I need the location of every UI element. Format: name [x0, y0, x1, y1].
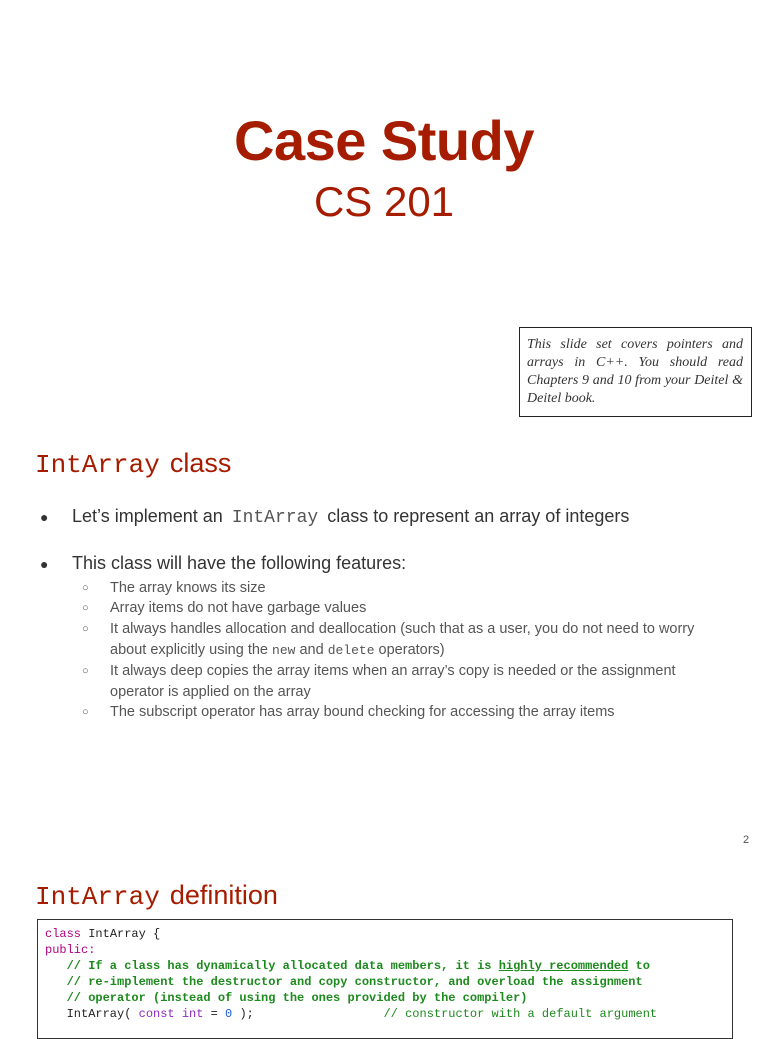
intarray-definition-heading: [35, 880, 278, 912]
heading-code: IntArray: [35, 450, 160, 480]
circle-bullet-icon: ○: [82, 623, 89, 635]
sub-bullet-size: [82, 578, 720, 599]
sub-bullet-garbage: [82, 598, 720, 619]
note-box: This slide set covers pointers and arrays in C++. You should read Chapters 9 and 10 from your Deitel & Deitel book.: [519, 327, 752, 417]
sub-bullet-text: It always deep copies the array items when an array’s copy is needed or the assignment operator is applied on the array: [110, 663, 676, 700]
heading-text: definition: [169, 880, 278, 910]
intarray-class-heading: [35, 448, 231, 480]
bullet-text: Let’s implement an: [72, 506, 223, 526]
sub-bullet-text: The subscript operator has array bound checking for accessing the array items: [110, 704, 615, 720]
heading-text: class: [169, 448, 232, 478]
sub-bullet-text: The array knows its size: [110, 580, 266, 596]
code-block: class IntArray { public: // If a class has dynamically allocated data members, it is highly recommended to // re-implement the destructor and copy constructor, and overload the assignment // operator (instead of using the ones provided by the compiler) IntArray( const int = 0 ); // constructor with a default argument: [37, 919, 733, 1039]
bullet-features: [40, 553, 406, 574]
bullet-text: class to represent an array of integers: [327, 506, 630, 526]
circle-bullet-icon: ○: [82, 582, 89, 594]
circle-bullet-icon: ○: [82, 706, 89, 718]
bullet-dot-icon: ●: [40, 509, 49, 525]
slide-subtitle: CS 201: [313, 178, 455, 225]
bullet-text: This class will have the following features:: [72, 553, 407, 573]
bullet-implement: [40, 506, 629, 528]
heading-code: IntArray: [35, 882, 160, 912]
sub-bullet-text: It always handles allocation and deallocation (such that as a user, you do not need to worry about explicitly using the new and delete operators): [110, 621, 695, 658]
page-number: 2: [743, 834, 750, 846]
sub-bullet-text: Array items do not have garbage values: [110, 600, 367, 616]
sub-bullet-deep-copy: [82, 661, 720, 703]
bullet-code: IntArray: [231, 508, 319, 528]
bullet-dot-icon: ●: [40, 556, 49, 572]
slide-title: Case Study: [234, 109, 534, 172]
circle-bullet-icon: ○: [82, 602, 89, 614]
circle-bullet-icon: ○: [82, 665, 89, 677]
sub-bullet-subscript: [82, 702, 720, 723]
sub-bullet-allocation: [82, 619, 720, 661]
